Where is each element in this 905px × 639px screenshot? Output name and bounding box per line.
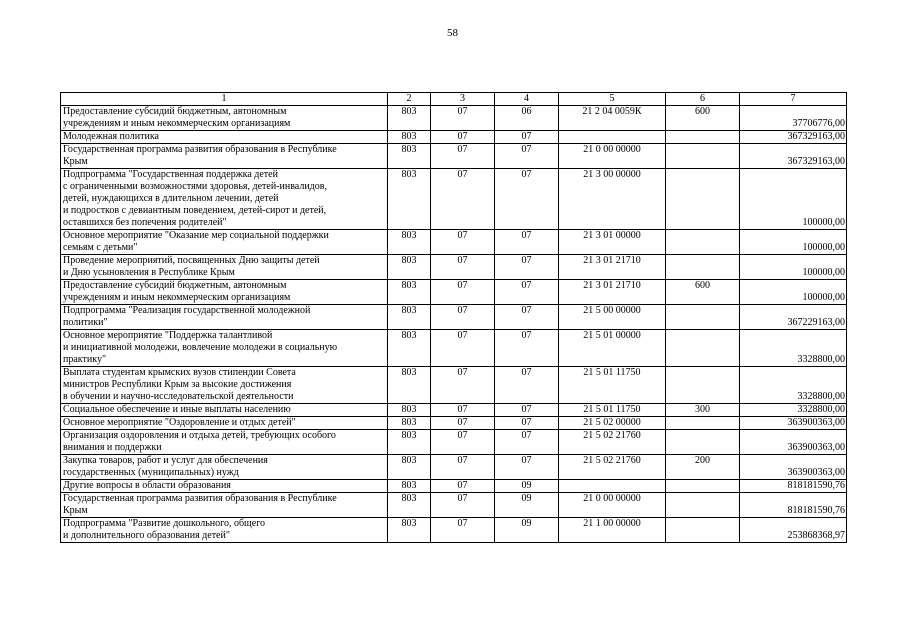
item-name-cell: Предоставление субсидий бюджетным, автономным учреждениям и иным некоммерческим организациям xyxy=(61,106,388,131)
target-article-cell xyxy=(559,131,666,144)
expense-type-cell xyxy=(666,230,740,255)
target-article-cell: 21 1 00 00000 xyxy=(559,518,666,543)
subsection-code-cell: 07 xyxy=(495,417,559,430)
admin-code-cell: 803 xyxy=(388,330,431,367)
target-article-cell xyxy=(559,480,666,493)
expense-type-cell xyxy=(666,518,740,543)
amount-cell: 363900363,00 xyxy=(740,430,847,455)
item-name-cell: Государственная программа развития образования в Республике Крым xyxy=(61,493,388,518)
amount-cell: 100000,00 xyxy=(740,255,847,280)
amount-cell: 818181590,76 xyxy=(740,480,847,493)
subsection-code-cell: 07 xyxy=(495,230,559,255)
expense-type-cell xyxy=(666,367,740,404)
amount-cell: 367329163,00 xyxy=(740,144,847,169)
item-name-cell: Молодежная политика xyxy=(61,131,388,144)
admin-code-cell: 803 xyxy=(388,493,431,518)
item-name-cell: Другие вопросы в области образования xyxy=(61,480,388,493)
admin-code-cell: 803 xyxy=(388,455,431,480)
section-code-cell: 07 xyxy=(431,330,495,367)
amount-cell: 3328800,00 xyxy=(740,330,847,367)
table-row xyxy=(61,330,847,367)
subsection-code-cell: 09 xyxy=(495,480,559,493)
budget-table xyxy=(60,92,847,543)
admin-code-cell: 803 xyxy=(388,305,431,330)
target-article-cell: 21 3 01 21710 xyxy=(559,280,666,305)
amount-cell: 367329163,00 xyxy=(740,131,847,144)
subsection-code-cell: 07 xyxy=(495,169,559,230)
expense-type-cell xyxy=(666,305,740,330)
subsection-code-cell: 07 xyxy=(495,404,559,417)
target-article-cell: 21 5 02 00000 xyxy=(559,417,666,430)
section-code-cell: 07 xyxy=(431,430,495,455)
table-row xyxy=(61,404,847,417)
amount-cell: 100000,00 xyxy=(740,280,847,305)
expense-type-cell xyxy=(666,131,740,144)
section-code-cell: 07 xyxy=(431,417,495,430)
table-row xyxy=(61,367,847,404)
table-row xyxy=(61,255,847,280)
subsection-code-cell: 07 xyxy=(495,280,559,305)
table-row xyxy=(61,305,847,330)
table-row xyxy=(61,430,847,455)
table-row xyxy=(61,144,847,169)
expense-type-cell xyxy=(666,480,740,493)
admin-code-cell: 803 xyxy=(388,404,431,417)
header-cell: 1 xyxy=(61,93,388,106)
section-code-cell: 07 xyxy=(431,230,495,255)
subsection-code-cell: 07 xyxy=(495,367,559,404)
header-row xyxy=(61,93,847,106)
target-article-cell: 21 5 00 00000 xyxy=(559,305,666,330)
amount-cell: 818181590,76 xyxy=(740,493,847,518)
table-row xyxy=(61,493,847,518)
section-code-cell: 07 xyxy=(431,305,495,330)
item-name-cell: Социальное обеспечение и иные выплаты населению xyxy=(61,404,388,417)
target-article-cell: 21 3 01 21710 xyxy=(559,255,666,280)
subsection-code-cell: 07 xyxy=(495,455,559,480)
section-code-cell: 07 xyxy=(431,480,495,493)
section-code-cell: 07 xyxy=(431,144,495,169)
admin-code-cell: 803 xyxy=(388,480,431,493)
admin-code-cell: 803 xyxy=(388,367,431,404)
item-name-cell: Основное мероприятие "Оказание мер социальной поддержки семьям с детьми" xyxy=(61,230,388,255)
amount-cell: 3328800,00 xyxy=(740,404,847,417)
admin-code-cell: 803 xyxy=(388,230,431,255)
expense-type-cell xyxy=(666,493,740,518)
table-row xyxy=(61,106,847,131)
expense-type-cell xyxy=(666,255,740,280)
target-article-cell: 21 5 02 21760 xyxy=(559,430,666,455)
section-code-cell: 07 xyxy=(431,131,495,144)
admin-code-cell: 803 xyxy=(388,169,431,230)
item-name-cell: Предоставление субсидий бюджетным, автономным учреждениям и иным некоммерческим организациям xyxy=(61,280,388,305)
section-code-cell: 07 xyxy=(431,493,495,518)
item-name-cell: Государственная программа развития образования в Республике Крым xyxy=(61,144,388,169)
page-number: 58 xyxy=(447,27,458,39)
header-cell: 3 xyxy=(431,93,495,106)
amount-cell: 37706776,00 xyxy=(740,106,847,131)
header-cell: 4 xyxy=(495,93,559,106)
amount-cell: 253868368,97 xyxy=(740,518,847,543)
target-article-cell: 21 5 01 00000 xyxy=(559,330,666,367)
table-row xyxy=(61,230,847,255)
target-article-cell: 21 2 04 0059К xyxy=(559,106,666,131)
amount-cell: 100000,00 xyxy=(740,230,847,255)
item-name-cell: Закупка товаров, работ и услуг для обеспечения государственных (муниципальных) нужд xyxy=(61,455,388,480)
expense-type-cell: 200 xyxy=(666,455,740,480)
expense-type-cell xyxy=(666,144,740,169)
expense-type-cell xyxy=(666,169,740,230)
subsection-code-cell: 07 xyxy=(495,131,559,144)
target-article-cell: 21 0 00 00000 xyxy=(559,144,666,169)
admin-code-cell: 803 xyxy=(388,518,431,543)
item-name-cell: Организация оздоровления и отдыха детей, требующих особого внимания и поддержки xyxy=(61,430,388,455)
subsection-code-cell: 07 xyxy=(495,430,559,455)
subsection-code-cell: 07 xyxy=(495,305,559,330)
item-name-cell: Проведение мероприятий, посвященных Дню защиты детей и Дню усыновления в Республике Крым xyxy=(61,255,388,280)
expense-type-cell: 600 xyxy=(666,280,740,305)
expense-type-cell xyxy=(666,430,740,455)
section-code-cell: 07 xyxy=(431,404,495,417)
target-article-cell: 21 3 01 00000 xyxy=(559,230,666,255)
table-row xyxy=(61,169,847,230)
table-row xyxy=(61,518,847,543)
section-code-cell: 07 xyxy=(431,106,495,131)
admin-code-cell: 803 xyxy=(388,106,431,131)
target-article-cell: 21 3 00 00000 xyxy=(559,169,666,230)
admin-code-cell: 803 xyxy=(388,280,431,305)
subsection-code-cell: 07 xyxy=(495,144,559,169)
table-row xyxy=(61,131,847,144)
section-code-cell: 07 xyxy=(431,518,495,543)
target-article-cell: 21 0 00 00000 xyxy=(559,493,666,518)
amount-cell: 3328800,00 xyxy=(740,367,847,404)
subsection-code-cell: 09 xyxy=(495,493,559,518)
target-article-cell: 21 5 01 11750 xyxy=(559,367,666,404)
item-name-cell: Основное мероприятие "Поддержка талантливой и инициативной молодежи, вовлечение молодежи в социальную практику" xyxy=(61,330,388,367)
section-code-cell: 07 xyxy=(431,255,495,280)
amount-cell: 363900363,00 xyxy=(740,455,847,480)
admin-code-cell: 803 xyxy=(388,430,431,455)
section-code-cell: 07 xyxy=(431,455,495,480)
item-name-cell: Выплата студентам крымских вузов стипендии Совета министров Республики Крым за высокие достижения в обучении и научно-исследовательской деятельности xyxy=(61,367,388,404)
item-name-cell: Основное мероприятие "Оздоровление и отдых детей" xyxy=(61,417,388,430)
amount-cell: 100000,00 xyxy=(740,169,847,230)
item-name-cell: Подпрограмма "Реализация государственной молодежной политики" xyxy=(61,305,388,330)
table-row xyxy=(61,455,847,480)
amount-cell: 367229163,00 xyxy=(740,305,847,330)
subsection-code-cell: 09 xyxy=(495,518,559,543)
item-name-cell: Подпрограмма "Развитие дошкольного, общего и дополнительного образования детей" xyxy=(61,518,388,543)
table-body xyxy=(61,93,847,543)
header-cell: 5 xyxy=(559,93,666,106)
subsection-code-cell: 07 xyxy=(495,330,559,367)
subsection-code-cell: 07 xyxy=(495,255,559,280)
section-code-cell: 07 xyxy=(431,280,495,305)
admin-code-cell: 803 xyxy=(388,131,431,144)
header-cell: 6 xyxy=(666,93,740,106)
table-row xyxy=(61,417,847,430)
section-code-cell: 07 xyxy=(431,367,495,404)
amount-cell: 363900363,00 xyxy=(740,417,847,430)
admin-code-cell: 803 xyxy=(388,417,431,430)
header-cell: 7 xyxy=(740,93,847,106)
expense-type-cell xyxy=(666,417,740,430)
table-row xyxy=(61,280,847,305)
subsection-code-cell: 06 xyxy=(495,106,559,131)
target-article-cell: 21 5 01 11750 xyxy=(559,404,666,417)
table-row xyxy=(61,480,847,493)
expense-type-cell xyxy=(666,330,740,367)
header-cell: 2 xyxy=(388,93,431,106)
expense-type-cell: 600 xyxy=(666,106,740,131)
admin-code-cell: 803 xyxy=(388,144,431,169)
section-code-cell: 07 xyxy=(431,169,495,230)
item-name-cell: Подпрограмма "Государственная поддержка детей с ограниченными возможностями здоровья, детей-инвалидов, детей, нуждающихся в длительном лечении, детей и подростков с девиантным поведением, детей-сирот и детей, оставшихся без попечения родителей" xyxy=(61,169,388,230)
target-article-cell: 21 5 02 21760 xyxy=(559,455,666,480)
expense-type-cell: 300 xyxy=(666,404,740,417)
admin-code-cell: 803 xyxy=(388,255,431,280)
